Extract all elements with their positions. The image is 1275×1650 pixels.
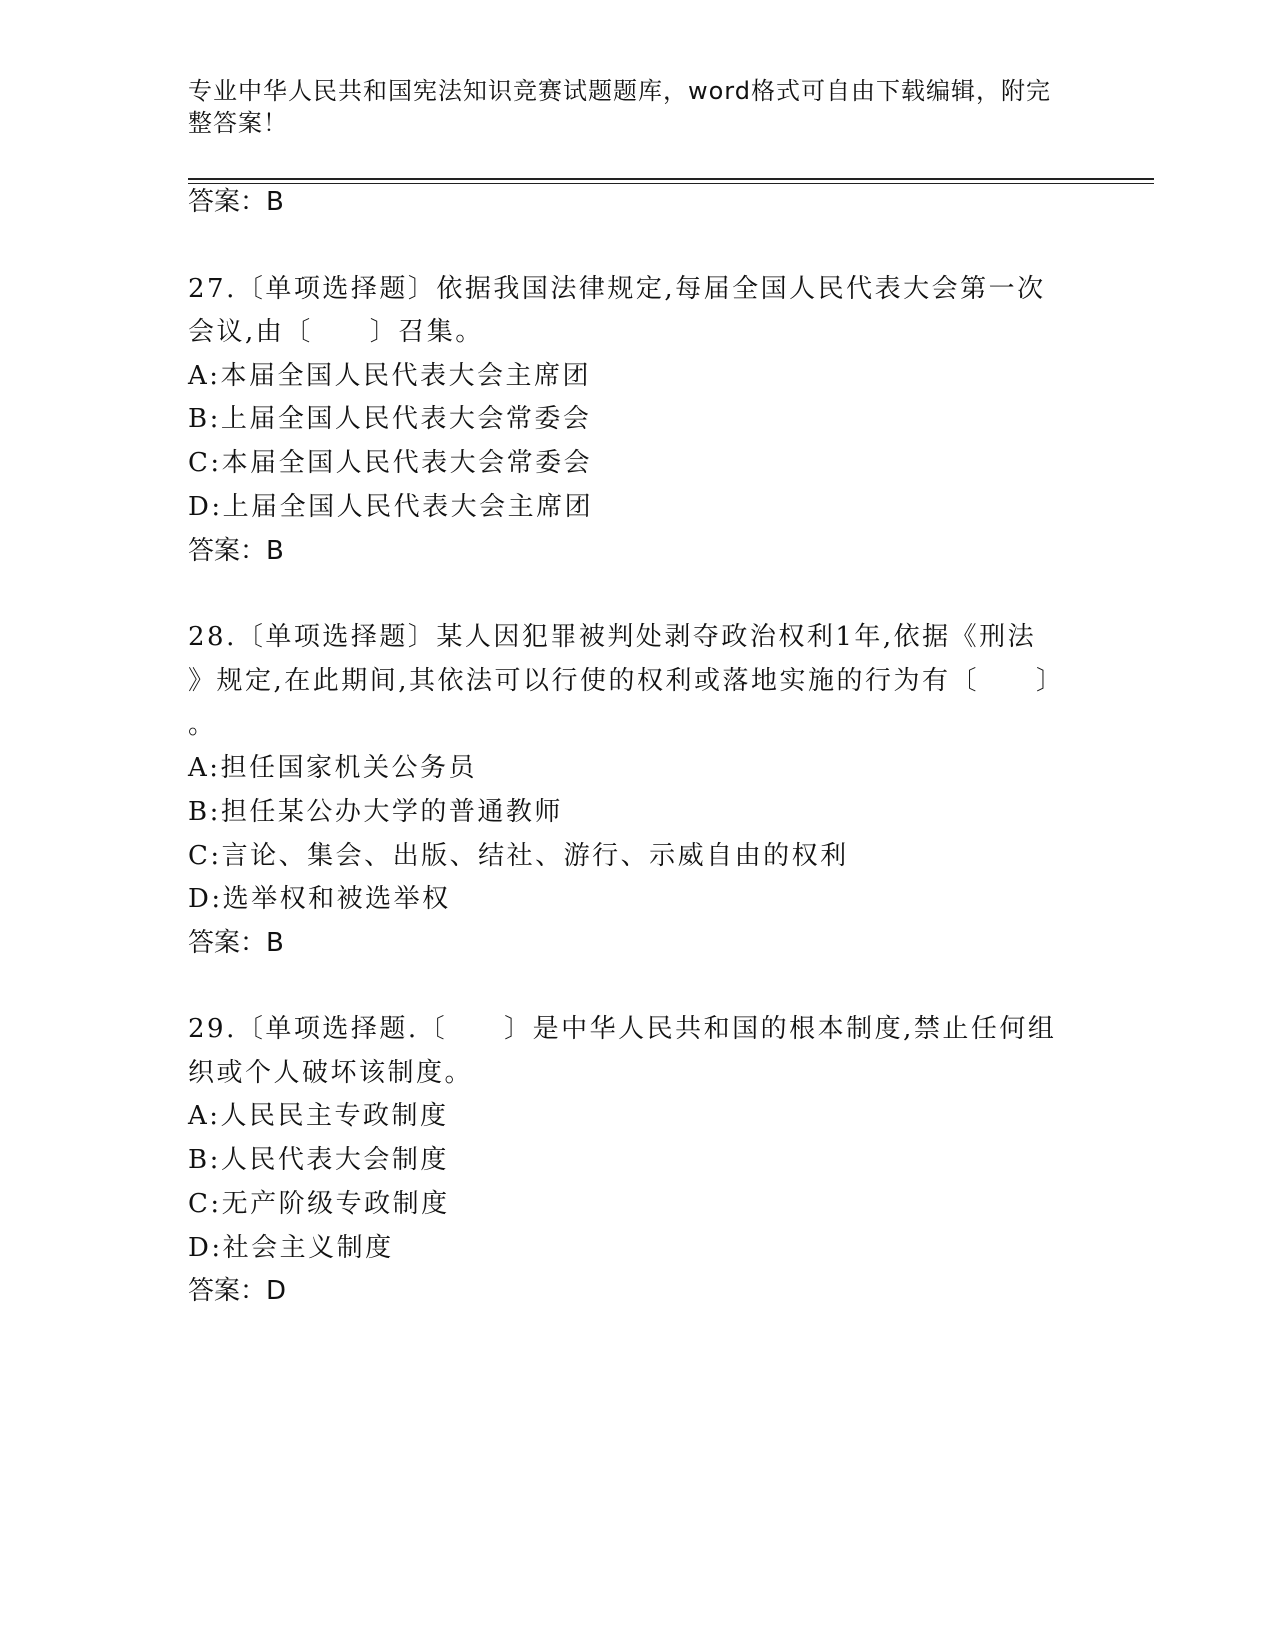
question-29-option-c: C:无产阶级专政制度 [188,1189,450,1219]
question-28-option-d: D:选举权和被选举权 [188,884,451,914]
question-29-option-b: B:人民代表大会制度 [188,1145,449,1175]
header-rule-thin [188,183,1154,184]
question-27-text-line2: 会议,由〔 〕召集。 [188,317,484,347]
question-27-answer: 答案：B [188,536,284,566]
question-28-text-line2: 》规定,在此期间,其依法可以行使的权利或落地实施的行为有〔 〕 [188,666,1065,696]
previous-answer: 答案：B [188,187,284,217]
question-28-option-b: B:担任某公办大学的普通教师 [188,797,563,827]
question-27-option-a: A:本届全国人民代表大会主席团 [188,361,592,391]
question-27-option-b: B:上届全国人民代表大会常委会 [188,404,592,434]
question-27-option-d: D:上届全国人民代表大会主席团 [188,492,594,522]
question-29-option-d: D:社会主义制度 [188,1233,394,1263]
question-29-text-line1: 29.〔单项选择题.〔 〕是中华人民共和国的根本制度,禁止任何组 [188,1014,1057,1044]
question-28-text-line1: 28.〔单项选择题〕某人因犯罪被判处剥夺政治权利1年,依据《刑法 [188,622,1037,652]
question-27-option-c: C:本届全国人民代表大会常委会 [188,448,593,478]
question-28-text-line3: 。 [188,710,217,740]
question-29-text-line2: 织或个人破坏该制度。 [188,1058,474,1088]
question-29-option-a: A:人民民主专政制度 [188,1101,449,1131]
question-28-answer: 答案：B [188,928,284,958]
question-28-option-a: A:担任国家机关公务员 [188,753,478,783]
question-28-option-c: C:言论、集会、出版、结社、游行、示威自由的权利 [188,841,849,871]
question-27-text-line1: 27.〔单项选择题〕依据我国法律规定,每届全国人民代表大会第一次 [188,274,1046,304]
header-rule-thick [188,178,1154,180]
document-header: 专业中华人民共和国宪法知识竞赛试题题库，word格式可自由下载编辑，附完整答案！ [188,77,1051,137]
question-29-answer: 答案：D [188,1276,287,1306]
